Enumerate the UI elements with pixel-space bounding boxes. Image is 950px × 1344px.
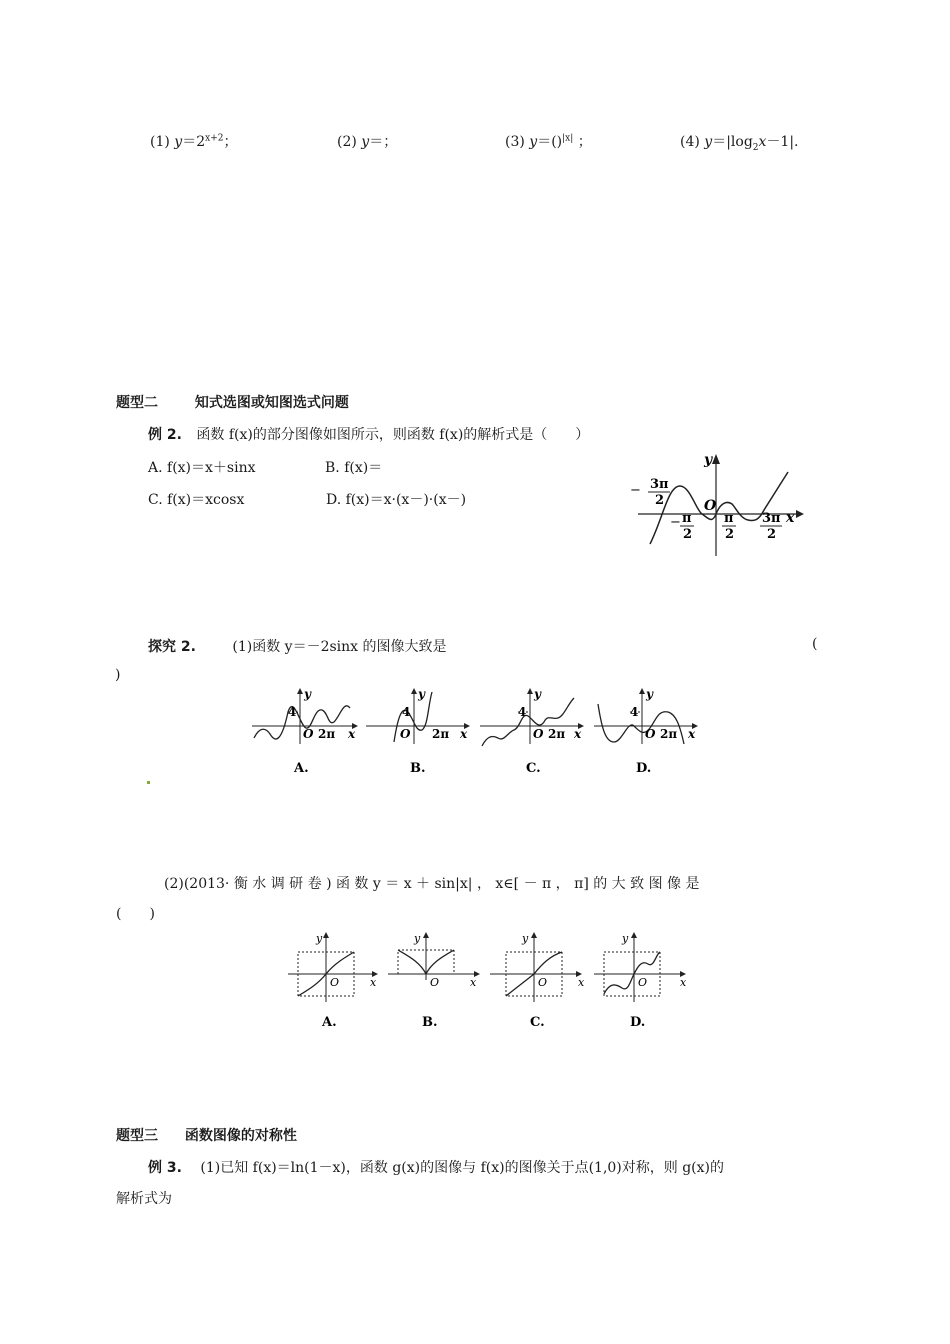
option-b: B. f(x)＝ bbox=[325, 460, 383, 476]
graph-pi-right: π bbox=[724, 511, 734, 526]
explore-a-2pi: 2π bbox=[318, 727, 336, 741]
q2-b-y: y bbox=[414, 932, 421, 945]
q2-b-label: B. bbox=[422, 1015, 438, 1030]
explore-d-2pi: 2π bbox=[660, 727, 678, 741]
q2-d-y: y bbox=[622, 932, 629, 945]
q2-line-1: (2)(2013· 衡 水 调 研 卷 ) 函 数 y ＝ x ＋ sin|x| ， x∈[ － π ， π] 的 大 致 图 像 是 bbox=[164, 876, 700, 892]
section2-subtitle: 知式选图或知图选式问题 bbox=[194, 395, 349, 411]
explore-b-o: O bbox=[400, 727, 411, 741]
graph-den-right: 2 bbox=[767, 527, 777, 542]
graph-origin-label: O bbox=[704, 498, 717, 514]
explore-b-y: y bbox=[418, 687, 425, 701]
graph-neg-sign-2: − bbox=[670, 515, 681, 530]
explore-c-y: y bbox=[534, 687, 541, 701]
explore-d-x: x bbox=[688, 727, 696, 741]
explore-2-graphs bbox=[248, 686, 708, 778]
graph-pi-left: π bbox=[682, 511, 692, 526]
graph-den-mid-left: 2 bbox=[683, 527, 693, 542]
formula-3-var: y bbox=[529, 134, 538, 150]
formula-1-exp: x+2 bbox=[205, 133, 224, 144]
q2-d-label: D. bbox=[630, 1015, 646, 1030]
q2-b-o: O bbox=[430, 976, 440, 989]
formula-1 bbox=[150, 131, 237, 151]
q2-line-2: ( ) bbox=[116, 906, 155, 922]
explore-graph-d bbox=[594, 687, 698, 776]
q2-d-o: O bbox=[638, 976, 648, 989]
formula-4-var: y bbox=[704, 134, 713, 150]
explore-c-x: x bbox=[574, 727, 582, 741]
explore-b-x: x bbox=[460, 727, 468, 741]
formula-2-prefix: (2) bbox=[337, 134, 362, 150]
section3-subtitle: 函数图像的对称性 bbox=[184, 1128, 297, 1144]
example-3-line-2: 解析式为 bbox=[116, 1191, 172, 1207]
q2-b-x: x bbox=[470, 976, 477, 989]
explore-b-2pi: 2π bbox=[432, 727, 450, 741]
explore-a-y: y bbox=[304, 687, 311, 701]
explore-a-o: O bbox=[303, 727, 314, 741]
graph-y-label: y bbox=[704, 452, 713, 468]
explore-2-paren-close: ) bbox=[115, 667, 121, 683]
explore-d-label: D. bbox=[636, 761, 652, 776]
example-2-label: 例 2. bbox=[148, 427, 182, 443]
q2-a-o: O bbox=[330, 976, 340, 989]
explore-c-4: 4 bbox=[518, 705, 527, 719]
section2-title: 题型二 bbox=[116, 395, 158, 411]
explore-graph-a bbox=[252, 687, 358, 776]
example-2-graph bbox=[628, 448, 810, 558]
explore-b-label: B. bbox=[410, 761, 426, 776]
formula-1-prefix: (1) bbox=[150, 134, 175, 150]
q2-c-o: O bbox=[538, 976, 548, 989]
section2-heading bbox=[116, 392, 349, 412]
graph-den-mid-right: 2 bbox=[725, 527, 735, 542]
formula-3 bbox=[505, 131, 592, 151]
explore-a-4: 4 bbox=[288, 705, 297, 719]
section3-heading bbox=[116, 1125, 297, 1145]
explore-b-4: 4 bbox=[402, 705, 411, 719]
formula-1-end: ； bbox=[223, 134, 238, 150]
q2-graph-c bbox=[490, 932, 585, 1030]
example-3 bbox=[148, 1157, 724, 1177]
option-d: D. f(x)＝x·(x－)·(x－) bbox=[326, 492, 467, 508]
example-2 bbox=[148, 424, 589, 444]
q2-graph-d bbox=[594, 932, 687, 1030]
q2-graphs bbox=[284, 930, 694, 1034]
example-3-text: (1)已知 f(x)＝ln(1－x)，函数 g(x)的图像与 f(x)的图像关于点(1,0)对称，则 g(x)的 bbox=[200, 1160, 724, 1176]
q2-graph-a bbox=[288, 932, 378, 1030]
q2-d-x: x bbox=[680, 976, 687, 989]
formula-1-eq: ＝2 bbox=[182, 134, 206, 150]
formula-4 bbox=[680, 131, 799, 153]
option-c: C. f(x)＝xcosx bbox=[148, 492, 245, 508]
graph-3pi-left: 3π bbox=[650, 477, 669, 492]
formula-4-sub: 2 bbox=[752, 142, 759, 153]
q2-a-x: x bbox=[370, 976, 377, 989]
explore-c-label: C. bbox=[526, 761, 541, 776]
explore-graph-c bbox=[480, 687, 584, 776]
formula-1-var: y bbox=[174, 134, 183, 150]
q2-c-x: x bbox=[578, 976, 585, 989]
formula-2 bbox=[337, 131, 397, 151]
explore-d-y: y bbox=[646, 687, 653, 701]
graph-den-left: 2 bbox=[655, 493, 665, 508]
stray-dot bbox=[147, 781, 150, 784]
formula-4-a: ＝|log bbox=[712, 134, 753, 150]
formula-3-prefix: (3) bbox=[505, 134, 530, 150]
explore-2 bbox=[148, 636, 447, 656]
explore-2-paren-open: ( bbox=[812, 636, 818, 652]
formula-4-end: －1|. bbox=[766, 134, 799, 150]
explore-a-label: A. bbox=[294, 761, 309, 776]
explore-a-x: x bbox=[348, 727, 356, 741]
formula-3-exp: |x| bbox=[562, 133, 574, 144]
explore-c-2pi: 2π bbox=[548, 727, 566, 741]
option-a: A. f(x)＝x＋sinx bbox=[148, 460, 256, 476]
q2-c-y: y bbox=[522, 932, 529, 945]
graph-neg-sign-1: − bbox=[630, 483, 641, 498]
example-2-text: 函数 f(x)的部分图像如图所示，则函数 f(x)的解析式是（ ） bbox=[196, 427, 590, 443]
explore-2-text: (1)函数 y＝－2sinx 的图像大致是 bbox=[232, 639, 447, 655]
formula-4-x: x bbox=[758, 134, 767, 150]
explore-graph-b bbox=[366, 687, 470, 776]
formula-4-prefix: (4) bbox=[680, 134, 705, 150]
section3-title: 题型三 bbox=[116, 1128, 158, 1144]
explore-d-o: O bbox=[645, 727, 656, 741]
graph-x-label: x bbox=[786, 510, 795, 526]
example-3-label: 例 3. bbox=[148, 1160, 182, 1176]
formula-3-mid: ＝() bbox=[537, 134, 563, 150]
q2-a-y: y bbox=[316, 932, 323, 945]
formula-2-var: y bbox=[361, 134, 370, 150]
formula-3-end: ； bbox=[573, 134, 592, 150]
q2-c-label: C. bbox=[530, 1015, 545, 1030]
explore-2-label: 探究 2. bbox=[148, 639, 196, 655]
explore-c-o: O bbox=[533, 727, 544, 741]
formula-2-end: ＝； bbox=[369, 134, 398, 150]
q2-graph-b bbox=[388, 932, 480, 1030]
q2-a-label: A. bbox=[322, 1015, 337, 1030]
explore-d-4: 4 bbox=[630, 705, 639, 719]
graph-3pi-right: 3π bbox=[762, 511, 781, 526]
